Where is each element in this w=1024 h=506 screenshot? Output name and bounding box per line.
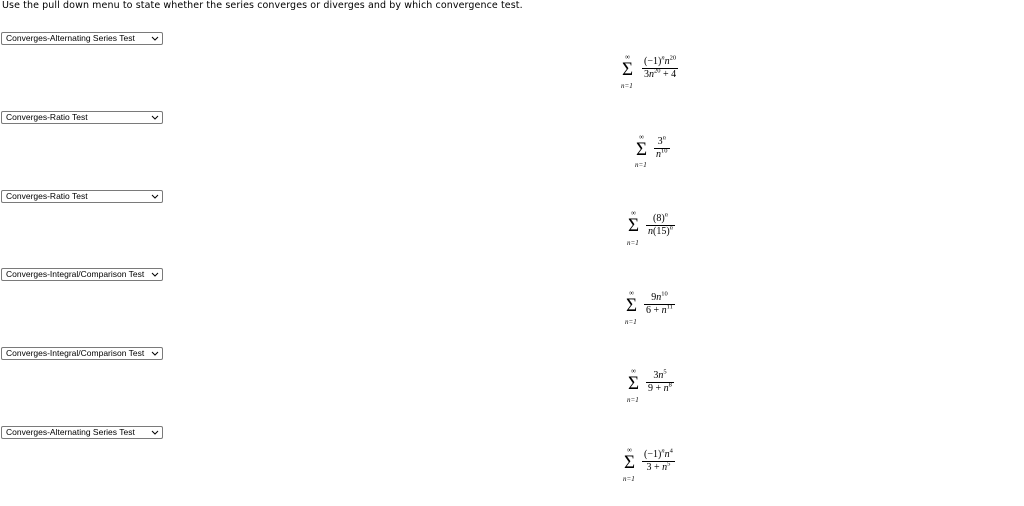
- sum-upper-limit: ∞: [625, 53, 630, 61]
- sigma-symbol: Σ: [626, 295, 638, 316]
- convergence-dropdown-2[interactable]: [1, 111, 163, 124]
- dropdown-selected-value: Converges-Alternating Series Test: [6, 427, 135, 437]
- sum-lower-limit: n=1: [623, 475, 635, 483]
- dropdown-selected-value: Converges-Integral/Comparison Test: [6, 348, 145, 358]
- instructions-text: Use the pull down menu to state whether the series converges or diverges and by which convergence test.: [2, 0, 523, 11]
- fraction-denominator: $n^{10}$: [656, 147, 668, 160]
- sigma-symbol: Σ: [628, 215, 640, 236]
- chevron-down-icon: [151, 112, 159, 123]
- sigma-symbol: Σ: [636, 139, 648, 160]
- sigma-symbol: Σ: [628, 373, 640, 394]
- series-fraction: [654, 136, 670, 161]
- fraction-numerator: 3$^n$: [657, 134, 666, 147]
- series-expression-6: [622, 447, 688, 485]
- dropdown-selected-value: Converges-Ratio Test: [6, 191, 88, 201]
- fraction-denominator: $6 + n^{11}$: [646, 303, 673, 316]
- chevron-down-icon: [151, 33, 159, 44]
- fraction-numerator: $3n^5$: [653, 368, 667, 381]
- fraction-numerator: $(-1)^nn^4$: [644, 447, 673, 460]
- sum-upper-limit: ∞: [631, 209, 636, 217]
- fraction-numerator: $9n^{10}$: [651, 290, 668, 303]
- series-fraction: [644, 292, 675, 317]
- fraction-denominator: $9 + n^8$: [648, 381, 672, 394]
- fraction-numerator: $(-1)^nn^{20}$: [644, 54, 677, 67]
- sum-upper-limit: ∞: [639, 133, 644, 141]
- series-fraction: [642, 56, 678, 81]
- sum-upper-limit: ∞: [629, 289, 634, 297]
- series-expression-5: [626, 368, 686, 406]
- fraction-denominator: $3 + n^5$: [642, 461, 675, 474]
- fraction-numerator: $(8)^n$: [653, 211, 668, 224]
- chevron-down-icon: [151, 348, 159, 359]
- sum-lower-limit: n=1: [627, 239, 639, 247]
- convergence-dropdown-4[interactable]: [1, 268, 163, 281]
- series-fraction: [646, 370, 674, 395]
- sum-lower-limit: n=1: [627, 396, 639, 404]
- series-fraction: [642, 449, 675, 474]
- sigma-symbol: Σ: [624, 452, 636, 473]
- dropdown-selected-value: Converges-Alternating Series Test: [6, 33, 135, 43]
- series-expression-3: [626, 210, 686, 248]
- convergence-dropdown-6[interactable]: [1, 426, 163, 439]
- chevron-down-icon: [151, 191, 159, 202]
- sigma-symbol: Σ: [622, 59, 634, 80]
- series-fraction: [646, 213, 675, 238]
- sum-lower-limit: n=1: [621, 82, 633, 90]
- series-expression-1: [620, 54, 690, 90]
- sum-upper-limit: ∞: [631, 367, 636, 375]
- series-expression-4: [624, 290, 688, 328]
- dropdown-selected-value: Converges-Ratio Test: [6, 112, 88, 122]
- convergence-dropdown-1[interactable]: [1, 32, 163, 45]
- chevron-down-icon: [151, 269, 159, 280]
- convergence-dropdown-5[interactable]: [1, 347, 163, 360]
- sum-lower-limit: n=1: [635, 161, 647, 169]
- chevron-down-icon: [151, 427, 159, 438]
- sum-lower-limit: n=1: [625, 318, 637, 326]
- sum-upper-limit: ∞: [627, 446, 632, 454]
- convergence-dropdown-3[interactable]: [1, 190, 163, 203]
- fraction-denominator: $n(15)^n$: [648, 224, 673, 237]
- dropdown-selected-value: Converges-Integral/Comparison Test: [6, 269, 145, 279]
- fraction-denominator: $3n^{20} + 4$: [644, 67, 677, 80]
- series-expression-2: [634, 134, 684, 170]
